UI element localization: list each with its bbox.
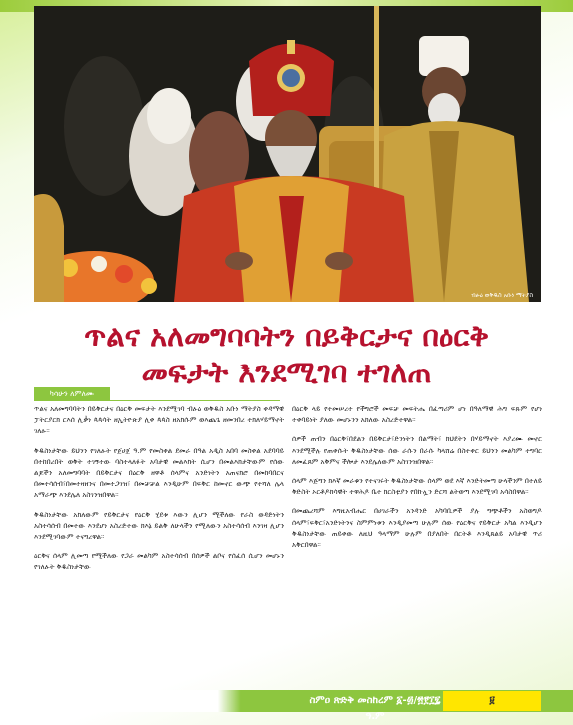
publication-info: ስምዐ ጽድቅ መስከረም ፩-፴/፳፻፲፯ ዓ.ም [309,695,441,722]
article-headline [0,318,573,390]
article-column-left [34,404,284,582]
paragraph: ጥልና አለመግባባትን በይቅርታና በዕርቅ መፍታት እንደሚገባ ብፁዕ ወቅዱስ አቡነ ማትያስ ቀዳማዊ ፓትርያርክ ርእሰ ሊቃነ ጳጳሳት ዘኢትዮጵያ ሊቀ ጳጳስ ዘአክሱም ወእጨጌ ዘመንበረ ተክለሃይማኖት ገለፁ። [34,405,284,436]
photo-caption: ብፁዕ ወቅዱስ አቡነ ማትያስ [470,292,533,299]
author-byline: ካሳሁን ለምለሙ [34,387,110,401]
article-column-right [292,404,542,559]
paragraph: ቅዱስነታቸው አክለውም የይቅርታና የዕርቅ ሂደቱ እውን ሊሆን ሚችለው የራስ ወዳድነትን አስተሳሰብ በመተው እንደሆነ አስረድተው ክእኔ ይልቅ ለሁላችን የሚለውን አስተሳሰብ እንገዛ ሊሆን እንደሚገባውም ተናግረዋል። [34,510,284,542]
headline-line-1: ጥልና አለመግባባትን በይቅርታና በዕርቅ [84,319,489,353]
paragraph: ቅዱስነታቸው ይህንን የገለፁት የጀሀጀ ዓ.ም የመስቀል ደመራ በዓል አዲስ አበባ መስቀል አደባባይ በተከበረበት ወቅት ተገኝተው ባስተላለፉት አባታዊ መልእክት ሲሆን በመልእክታቸውም የሰው ልጆችን አለመግባባት በይቅርታና በዕርቅ ዘዋቶ ሰላምና አንድነትን አጠናክሮ በመከባበርና በመተሳሰብ፣በመተዛዘንና በመተጋገዝ፣ በመቻቻል እንዲሁም በፍቅር ከመኖር ውጭ የተሻለ ሌላ አማራጭ እንደሌለ አስገንዝበዋል። [34,446,284,500]
paragraph: ዕርቅና ሰላም ሊመጣ የሚችለው የጋራ መልካም አስተሳሰብ በሰዎች ልቦና የሰፈሰ ሲሆን መሆኑን የገለፁት ቅዱስነታቸው [34,552,284,572]
paragraph: ሰዎች ጠብን በዕርቅ፣በደልን በይቅርታ፣ድንነትን በልማት፣ ክህደትን በሃይማኖት እያረሙ መኖር እንደሚችሉ የጠቀሱት ቅዱስነታቸው ሰው ራሱን በራሱ ካላሸሬ በስተቀር ይህንን መልካም ተግባር ለመፈጸም አቅምና ችሎታ እንደሌለውም አስገንዝበዋል። [292,435,542,466]
paragraph: በመጨረሻም እግዚአብሔር በሀገራችን አንዳንድ አካባቢዎች ያሉ ግጭቶችን አስወግዶ ሰላም፣ፍቅር፣አንድነትንና ስምምነቱን እንዲያመጣ ሁሉም ሰው የዕርቅና የይቅርታ አካል እንዲሆን ቅዱስነታቸው ጠይቀው ለዚህ ዓላማም ሁሉም በያለበት በርትቶ እንዲጸልይ አባታዊ ጥሪ አቅርበዋል። [292,507,542,550]
headline-line-2: መፍታት እንደሚገባ ተገለጠ [141,355,432,389]
cover-photo [34,6,541,302]
byline-rule [110,400,280,401]
paragraph: ሰላም እጅግን ክእኛ መራቁን የተናገሩት ቅዱስነታቸው ሰላም ወደ እኛ እንድትመጣ ሁላችንም በተለይ ቅድስት ኦርቶዶክሳዊት ተዋሕዶ ቤተ ክርስቲያን የበኩሏን ድርሻ ልትወጣ እንደሚገባ አሳስበዋል። [292,477,542,497]
paragraph: በዕርቅ ላይ የተመሠረተ የችግሮች መፍቻ መፍትሔ በፈጣሪም ሆነ በዓለማዊ ሕግ ፍጹም የሆነ ተቀባይነት ያለው መሆኑንን አክለው አስረድተዋል። [292,405,542,425]
patriarch-photo-illustration [34,6,541,302]
page-number: ፱ [443,691,541,711]
